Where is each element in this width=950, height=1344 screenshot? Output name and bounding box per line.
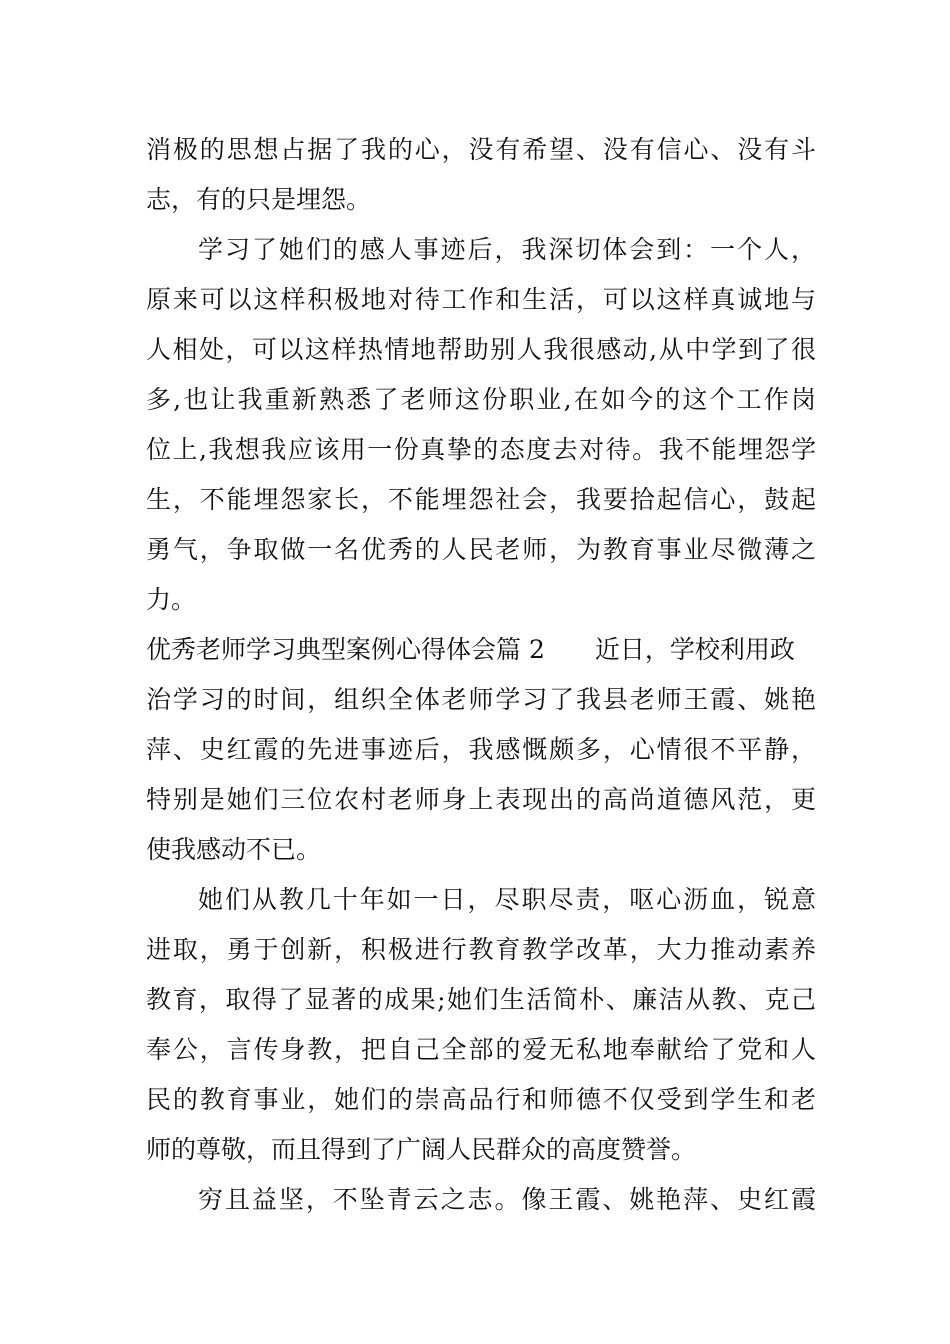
paragraph-start: 近日，学校利用政 xyxy=(594,635,795,664)
paragraph-first-line: 穷且益坚，不坠青云之志。像王霞、姚艳萍、史红霞 xyxy=(198,1185,816,1214)
paragraph-first-line: 学习了她们的感人事迹后，我深切体会到：一个人， xyxy=(198,235,816,264)
text-line: 志，有的只是埋怨。 xyxy=(146,185,372,214)
text-line: 消极的思想占据了我的心，没有希望、没有信心、没有斗 xyxy=(146,135,816,164)
text-line: 师的尊敬，而且得到了广阔人民群众的高度赞誉。 xyxy=(146,1135,697,1164)
text-line: 人相处，可以这样热情地帮助别人我很感动,从中学到了很 xyxy=(146,335,816,364)
text-line: 力。 xyxy=(146,585,197,614)
text-line: 教育，取得了显著的成果;她们生活简朴、廉洁从教、克己 xyxy=(146,985,816,1014)
text-line: 特别是她们三位农村老师身上表现出的高尚道德风范，更 xyxy=(146,785,816,814)
text-line: 位上,我想我应该用一份真挚的态度去对待。我不能埋怨学 xyxy=(146,435,816,464)
text-line: 多,也让我重新熟悉了老师这份职业,在如今的这个工作岗 xyxy=(146,385,816,414)
section-heading: 优秀老师学习典型案例心得体会篇 2 xyxy=(146,635,545,664)
text-line: 萍、史红霞的先进事迹后，我感慨颇多，心情很不平静， xyxy=(146,735,816,764)
text-line: 治学习的时间，组织全体老师学习了我县老师王霞、姚艳 xyxy=(146,685,816,714)
paragraph-first-line: 她们从教几十年如一日，尽职尽责，呕心沥血，锐意 xyxy=(198,885,816,914)
text-line: 民的教育事业，她们的崇高品行和师德不仅受到学生和老 xyxy=(146,1085,816,1114)
text-line: 使我感动不已。 xyxy=(146,835,322,864)
text-line: 原来可以这样积极地对待工作和生活，可以这样真诚地与 xyxy=(146,285,816,314)
text-line: 勇气，争取做一名优秀的人民老师，为教育事业尽微薄之 xyxy=(146,535,816,564)
text-line: 奉公，言传身教，把自己全部的爱无私地奉献给了党和人 xyxy=(146,1035,816,1064)
text-line: 生，不能埋怨家长，不能埋怨社会，我要拾起信心，鼓起 xyxy=(146,485,816,514)
section-heading-line xyxy=(146,630,816,670)
text-line: 进取，勇于创新，积极进行教育教学改革，大力推动素养 xyxy=(146,935,816,964)
